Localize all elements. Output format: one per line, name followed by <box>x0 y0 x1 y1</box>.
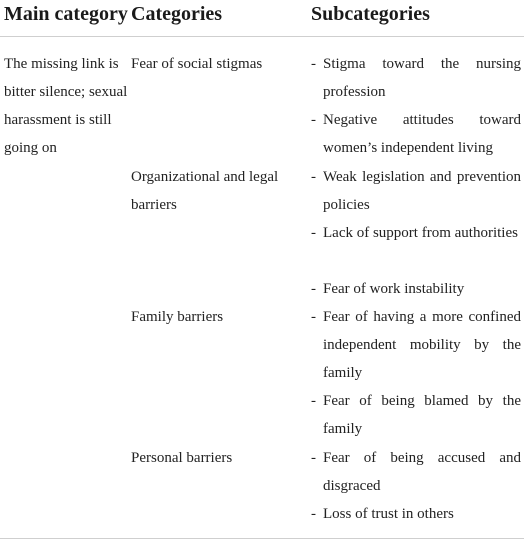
list-dash: - <box>311 506 316 522</box>
header-main-category: Main category <box>4 3 128 25</box>
header-rule <box>0 36 524 37</box>
subcategory-text: Stigma toward the nursing profession <box>323 56 521 100</box>
category-personal-barriers: Personal barriers <box>131 450 233 466</box>
subcategory-text: Fear of being accused and disgraced <box>323 450 521 494</box>
subcategory-text: Fear of having a more confined independent mobility by the family <box>323 309 521 381</box>
subcategory-item <box>311 163 521 219</box>
list-dash: - <box>311 169 316 185</box>
subcategory-text: Fear of being blamed by the family <box>323 393 521 437</box>
subcategory-item <box>311 106 521 162</box>
subcategory-item <box>311 444 521 500</box>
subcategory-item <box>311 500 521 528</box>
list-dash: - <box>311 393 316 409</box>
list-dash: - <box>311 56 316 72</box>
subcategory-text: Negative attitudes toward women’s independent living <box>323 112 521 156</box>
list-dash: - <box>311 450 316 466</box>
category-organizational-legal-barriers: Organizational and legal barriers <box>131 169 279 213</box>
list-dash: - <box>311 309 316 325</box>
category-family-barriers: Family barriers <box>131 309 224 325</box>
category-fear-of-social-stigmas: Fear of social stigmas <box>131 56 263 72</box>
subcategory-item <box>311 387 521 443</box>
bottom-rule <box>0 538 524 539</box>
subcategory-text: Loss of trust in others <box>323 506 454 522</box>
list-dash: - <box>311 225 316 241</box>
subcategory-item <box>311 219 521 247</box>
subcategory-item <box>311 303 521 387</box>
header-subcategories: Subcategories <box>311 3 430 25</box>
subcategory-text: Fear of work instability <box>323 281 465 297</box>
main-category-cell: The missing link is bitter silence; sexual harassment is still going on <box>4 56 128 156</box>
header-categories: Categories <box>131 3 223 25</box>
subcategory-text: Lack of support from authorities <box>323 225 518 241</box>
subcategory-item <box>311 275 521 303</box>
subcategory-text: Weak legislation and prevention policies <box>323 169 521 213</box>
list-dash: - <box>311 112 316 128</box>
list-dash: - <box>311 281 316 297</box>
subcategory-item <box>311 50 521 106</box>
